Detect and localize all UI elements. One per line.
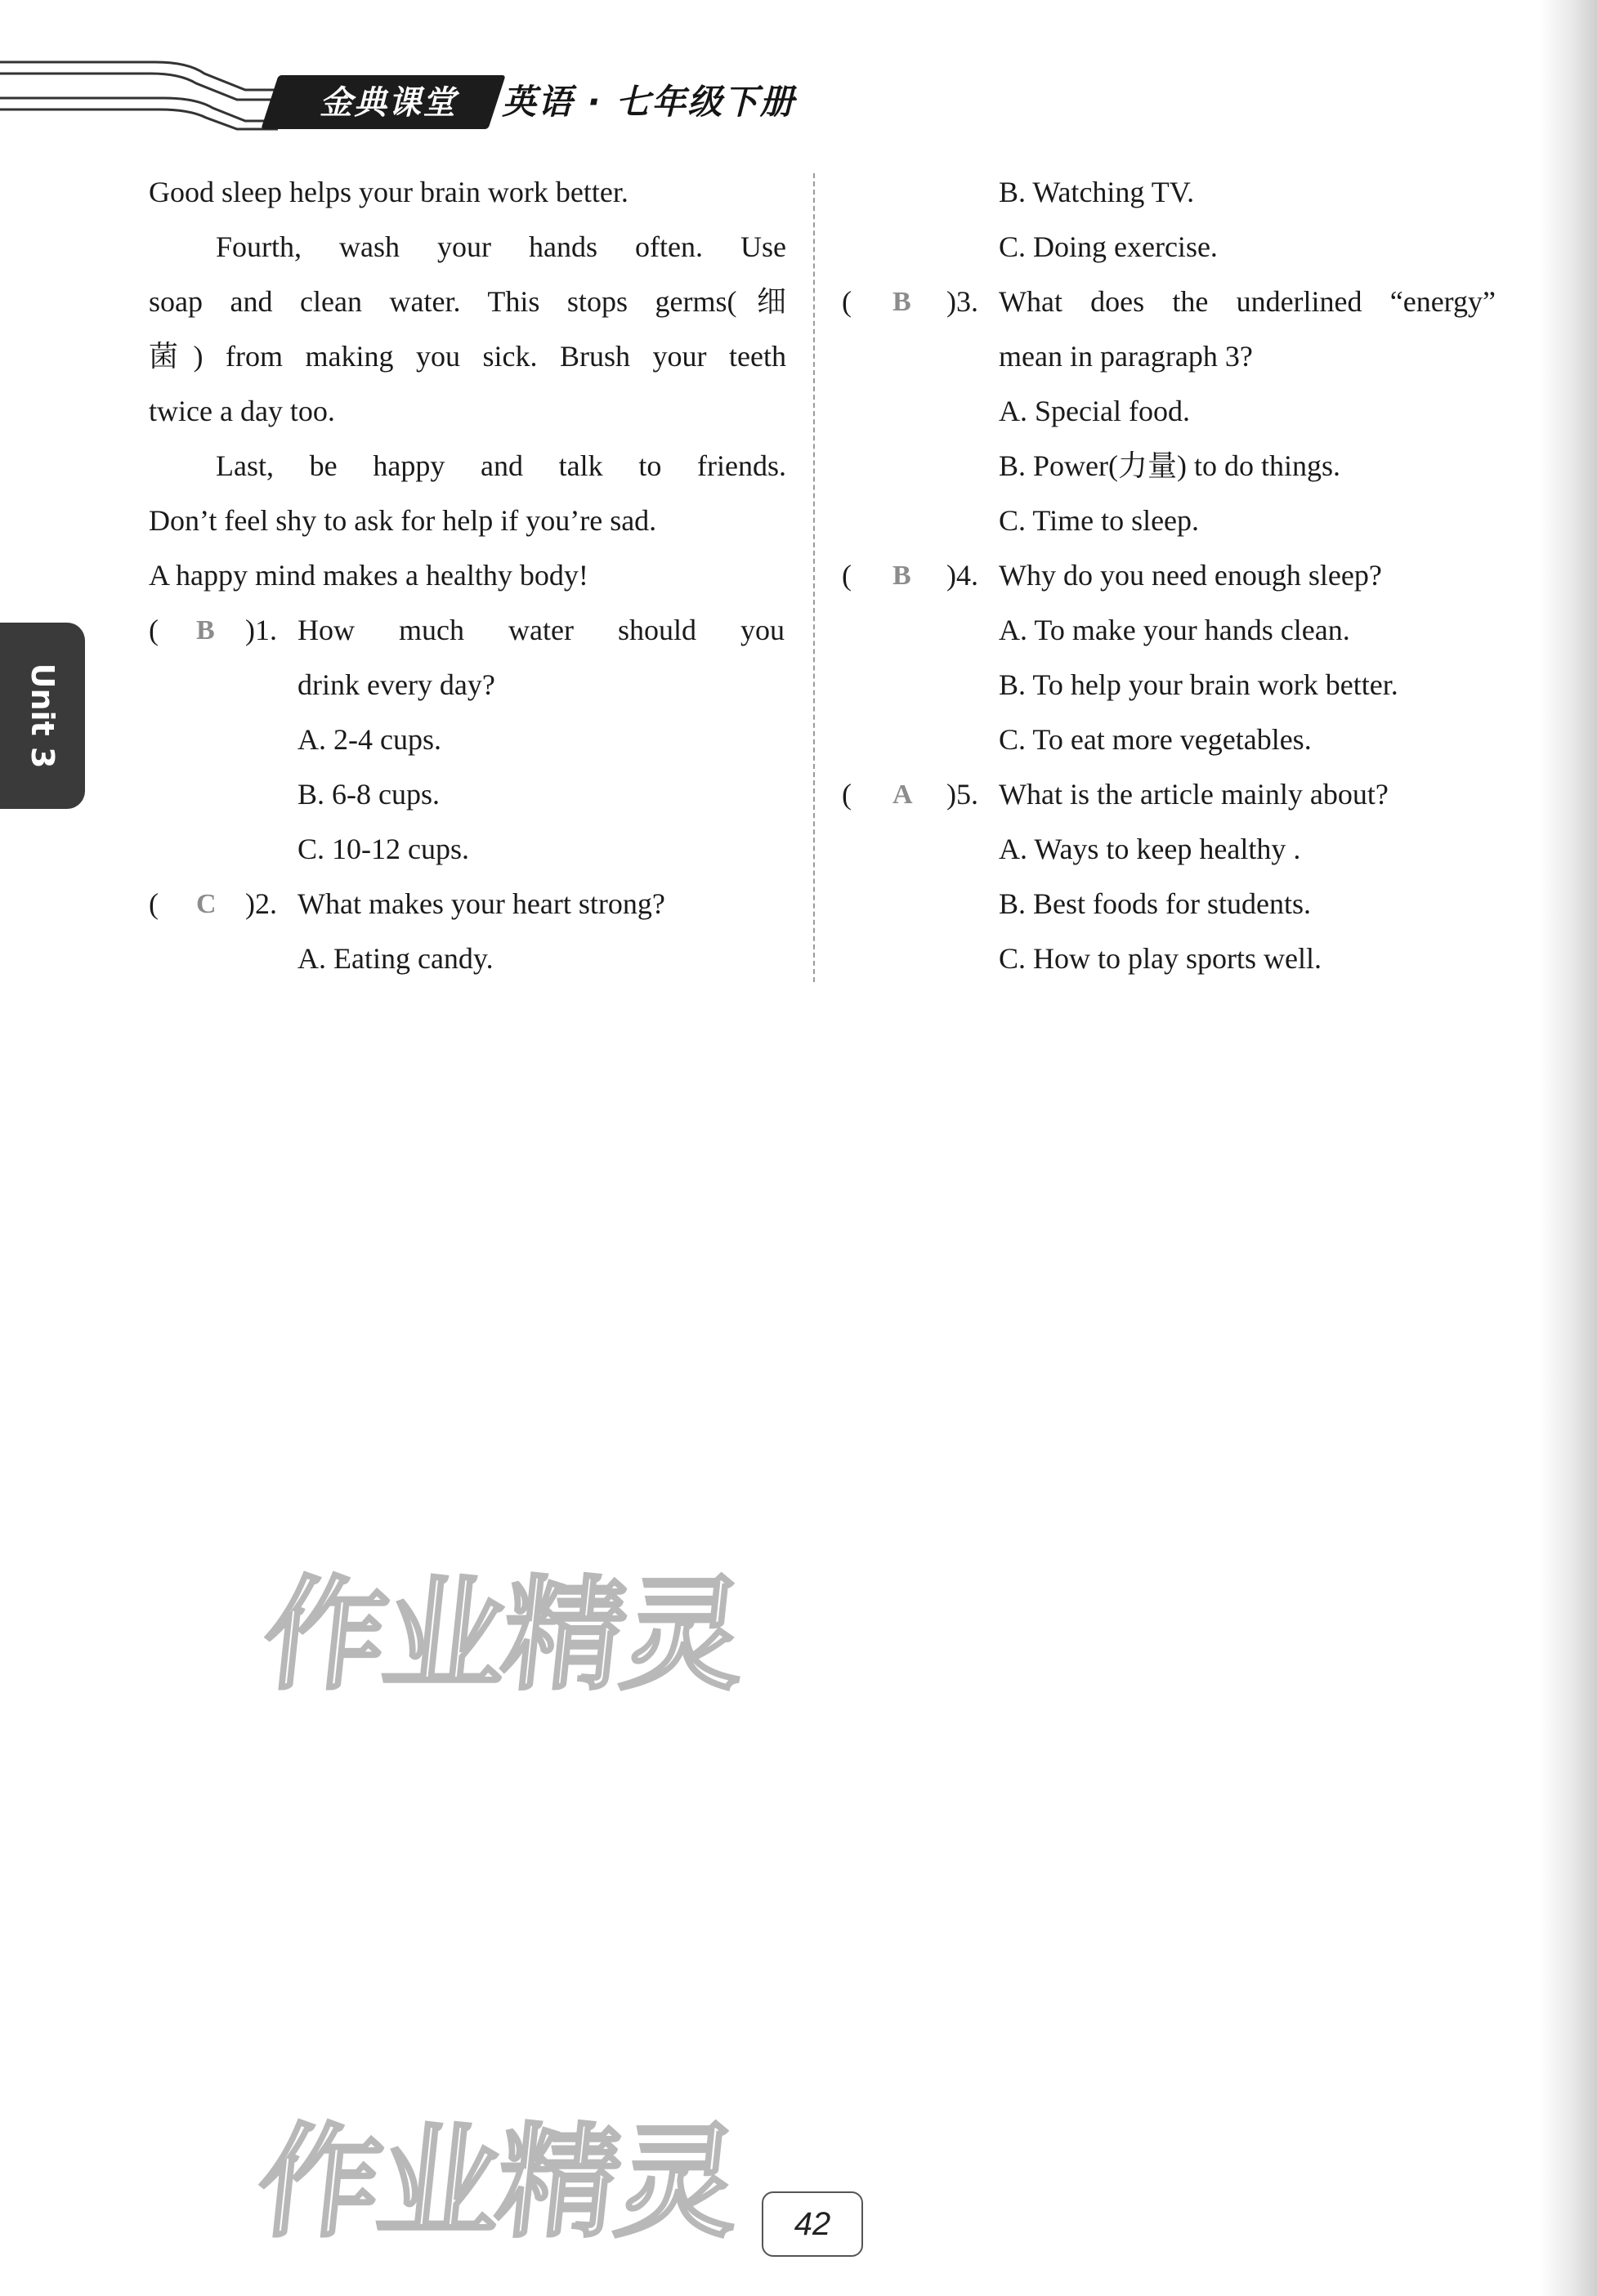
option: B. Power(力量) to do things. — [999, 449, 1340, 482]
option: C. How to play sports well. — [999, 942, 1322, 975]
option: C. Time to sleep. — [999, 504, 1200, 537]
answer-paren: ( — [842, 778, 852, 811]
passage-line: Last, be happy and talk to friends. — [216, 449, 786, 482]
option: B. Best foods for students. — [999, 887, 1311, 920]
passage-line: twice a day too. — [149, 395, 335, 427]
option: A. Eating candy. — [297, 942, 494, 975]
column-divider — [813, 173, 815, 982]
question-stem: drink every day? — [297, 668, 495, 701]
question-number: )5. — [946, 778, 978, 811]
question-stem: Why do you need enough sleep? — [999, 559, 1382, 592]
option: B. To help your brain work better. — [999, 668, 1398, 701]
question-stem: What is the article mainly about? — [999, 778, 1389, 811]
question-number: )4. — [946, 559, 978, 592]
question-4 — [842, 548, 1496, 603]
page-edge-shadow — [1540, 0, 1597, 2296]
answer-mark: B — [892, 287, 911, 317]
option: C. Doing exercise. — [999, 230, 1218, 263]
option: A. 2-4 cups. — [297, 723, 441, 756]
watermark: 作业精灵 — [251, 2112, 744, 2254]
passage-line: Good sleep helps your brain work better. — [149, 176, 629, 208]
question-5 — [842, 767, 1496, 822]
answer-paren: ( — [149, 614, 159, 646]
question-stem: What makes your heart strong? — [297, 887, 665, 920]
header-subtitle: 英语 · 七年级下册 — [502, 82, 796, 122]
answer-mark: C — [196, 889, 217, 919]
unit-side-tab-label: Unit 3 — [25, 663, 60, 769]
answer-paren: ( — [149, 887, 159, 920]
passage-line: 菌) from making you sick. Brush your teeth — [149, 340, 786, 373]
page-number: 42 — [762, 2191, 863, 2257]
option: C. 10-12 cups. — [297, 833, 469, 865]
option: A. To make your hands clean. — [999, 614, 1350, 646]
question-number: )1. — [245, 614, 277, 646]
option: C. To eat more vegetables. — [999, 723, 1312, 756]
option: A. Ways to keep healthy . — [999, 833, 1301, 865]
option: A. Special food. — [999, 395, 1190, 427]
right-column — [842, 165, 1496, 986]
answer-mark: B — [892, 561, 911, 591]
question-stem: mean in paragraph 3? — [999, 340, 1253, 373]
header-badge-text: 金典课堂 — [320, 84, 457, 122]
question-number: )3. — [946, 285, 978, 318]
question-2 — [149, 877, 786, 931]
answer-mark: A — [892, 779, 913, 810]
answer-mark: B — [196, 615, 215, 645]
question-3 — [842, 275, 1496, 329]
option: B. Watching TV. — [999, 176, 1195, 208]
passage-line: Fourth, wash your hands often. Use — [216, 230, 786, 263]
passage-line: A happy mind makes a healthy body! — [149, 559, 588, 592]
header-decorative-lines — [0, 57, 278, 131]
left-column — [149, 165, 786, 986]
question-1 — [149, 603, 786, 658]
question-number: )2. — [245, 887, 277, 920]
passage-line: soap and clean water. This stops germs(细 — [149, 285, 786, 318]
question-stem: What does the underlined “energy” — [999, 285, 1496, 318]
option: B. 6-8 cups. — [297, 778, 440, 811]
question-stem: How much water should you — [297, 614, 785, 646]
passage-line: Don’t feel shy to ask for help if you’re sad. — [149, 504, 657, 537]
watermark: 作业精灵 — [257, 1565, 749, 1707]
answer-paren: ( — [842, 285, 852, 318]
answer-paren: ( — [842, 559, 852, 592]
